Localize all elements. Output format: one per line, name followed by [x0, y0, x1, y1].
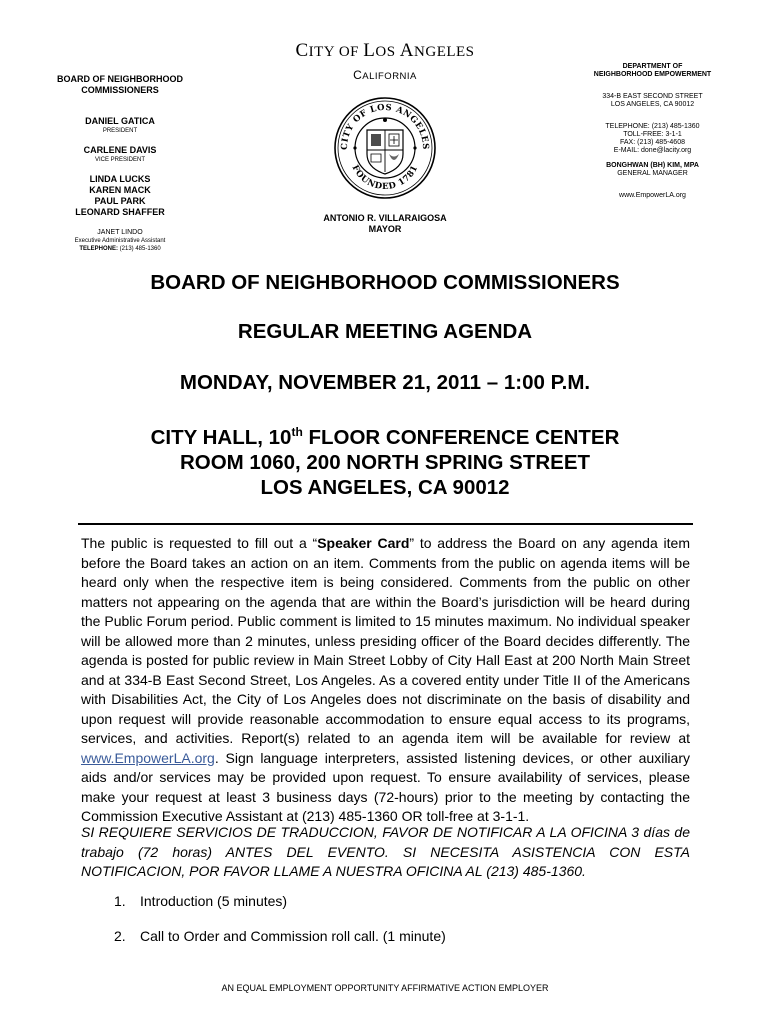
department-tollfree: TOLL-FREE: 3-1-1	[623, 131, 682, 138]
city-title-part: OS	[375, 44, 400, 60]
empowerla-link[interactable]: www.EmpowerLA.org	[81, 749, 215, 766]
divider	[78, 523, 693, 525]
notice-text: ” to address the Board on any agenda item before the Board takes an action on an item. Comments from the public on agenda items will be heard only when the respective item is being considered. Comments from the public on other matters not appearing on the agenda that are within the Board’s jurisdiction will be heard during the Public Forum period. Public comment is limited to 15 minutes maximum. No individual speaker will be allowed more than 2 minutes, unless presiding officer of the Board decides differently. The agenda is posted for public review in Main Street Lobby of City Hall East at 200 North Main Street and at 334-B East Second Street, Los Angeles. As a covered entity under Title II of the Americans with Disabilities Act, the City of Los Angeles does not discriminate on the basis of disability and upon request will provide reasonable accommodation to ensure equal access to its programs, services, and activities. Report(s) related to an agenda item will be available for review at	[81, 535, 690, 746]
board-heading: COMMISSIONERS	[81, 85, 159, 95]
board-heading: BOARD OF NEIGHBORHOOD	[57, 74, 183, 84]
commissioner-title: VICE PRESIDENT	[94, 157, 145, 163]
agenda-item-number: 1.	[114, 893, 126, 909]
location-part: FLOOR CONFERENCE CENTER	[302, 425, 620, 449]
location-line-2: ROOM 1060, 200 NORTH SPRING STREET	[179, 450, 591, 474]
agenda-title: REGULAR MEETING AGENDA	[237, 320, 533, 343]
agenda-item-text: Introduction (5 minutes)	[140, 893, 288, 909]
city-title	[200, 40, 570, 62]
department-phone: TELEPHONE: (213) 485-1360	[605, 123, 700, 130]
meeting-date: MONDAY, NOVEMBER 21, 2011 – 1:00 P.M.	[179, 371, 591, 394]
city-title-part: L	[363, 40, 376, 61]
document-title: BOARD OF NEIGHBORHOOD COMMISSIONERS	[150, 271, 620, 294]
state-title-part: C	[353, 68, 363, 82]
mayor-name: ANTONIO R. VILLARAIGOSA	[323, 213, 447, 223]
department-website: www.EmpowerLA.org	[619, 192, 686, 199]
agenda-item-number: 2.	[114, 928, 126, 944]
commissioner-name: DANIEL GATICA	[85, 116, 155, 126]
commissioner-title: PRESIDENT	[102, 128, 138, 134]
assistant-phone-label: TELEPHONE:	[79, 246, 118, 252]
department-fax: FAX: (213) 485-4608	[620, 139, 685, 146]
location-part: th	[291, 425, 303, 439]
notice-text: . Sign language interpreters, assisted listening devices, or other auxiliary aids and/or services may be provided upon request. To ensure availability of services, please make your request at least 3 business days (72-hours) prior to the meeting by contacting the Commission Executive Assistant at (213) 485-1360 OR toll-free at 3-1-1.	[81, 749, 690, 824]
commissioner-name: LINDA LUCKS	[89, 174, 151, 184]
state-title	[250, 68, 520, 82]
department-heading: NEIGHBORHOOD EMPOWERMENT	[593, 71, 712, 78]
seal-bottom-text: FOUNDED 1781	[349, 163, 421, 193]
notice-text: The public is requested to fill out a “	[81, 535, 318, 551]
commissioner-name: KAREN MACK	[89, 185, 151, 195]
assistant-name: JANET LINDO	[97, 229, 143, 236]
location-line-1	[60, 420, 710, 450]
department-heading: DEPARTMENT OF	[622, 63, 683, 70]
mayor-title: MAYOR	[368, 224, 402, 234]
department-address: LOS ANGELES, CA 90012	[610, 101, 695, 108]
state-title-part: ALIFORNIA	[362, 71, 417, 82]
mayor-block	[250, 213, 520, 235]
agenda-item	[114, 892, 674, 910]
commissioner-name: PAUL PARK	[94, 196, 146, 206]
meeting-location	[60, 420, 710, 500]
public-notice-paragraph	[81, 534, 690, 827]
board-column	[30, 74, 210, 253]
city-seal-icon	[333, 96, 437, 200]
department-column	[560, 63, 745, 200]
city-title-part: ITY OF	[308, 44, 364, 60]
location-part: CITY HALL, 10	[150, 425, 292, 449]
agenda-item	[114, 927, 674, 945]
city-title-part: C	[295, 40, 309, 61]
commissioner-name: LEONARD SHAFFER	[75, 207, 165, 217]
department-email: E-MAIL: done@lacity.org	[613, 147, 692, 154]
agenda-list	[114, 892, 674, 962]
location-line-3: LOS ANGELES, CA 90012	[260, 475, 510, 499]
commissioner-name: CARLENE DAVIS	[83, 145, 157, 155]
department-address: 334-B EAST SECOND STREET	[602, 93, 703, 100]
speaker-card-term: Speaker Card	[317, 535, 410, 551]
spanish-notice: SI REQUIERE SERVICIOS DE TRADUCCION, FAVOR DE NOTIFICAR A LA OFICINA 3 días de trabajo (72 horas) ANTES DEL EVENTO. SI NECESITA ASISTENCIA CON ESTA NOTIFICACION, POR FAVOR LLAME A NUESTRA OFICINA AL (213) 485-1360.	[81, 824, 690, 879]
assistant-title: Executive Administrative Assistant	[74, 238, 166, 244]
agenda-item-text: Call to Order and Commission roll call. (1 minute)	[140, 928, 446, 944]
assistant-phone-number: (213) 485-1360	[119, 246, 161, 252]
manager-title: GENERAL MANAGER	[617, 170, 688, 177]
city-title-part: NGELES	[414, 44, 475, 60]
city-title-part: A	[399, 40, 415, 61]
manager-name: BONGHWAN (BH) KIM, MPA	[606, 162, 699, 169]
assistant-phone	[30, 245, 210, 253]
seal-top-text: CITY OF LOS ANGELES	[339, 102, 431, 151]
footer-statement: AN EQUAL EMPLOYMENT OPPORTUNITY AFFIRMATIVE ACTION EMPLOYER	[221, 983, 549, 993]
